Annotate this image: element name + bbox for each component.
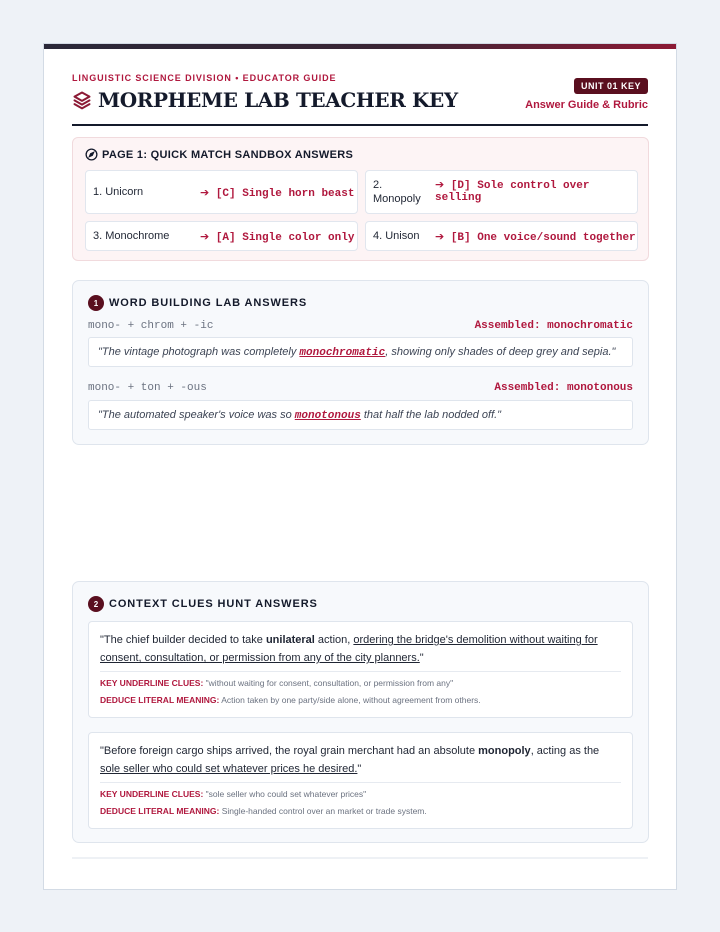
- match-answer-text: [C] Single horn beast: [215, 188, 355, 200]
- quick-match-heading-text: PAGE 1: QUICK MATCH SANDBOX ANSWERS: [102, 148, 354, 161]
- match-card-1: [85, 170, 358, 214]
- underlined-clue: sole seller who could set whatever prices he desired.: [100, 763, 358, 775]
- arrow-icon: ➔: [200, 230, 210, 243]
- match-answer: [200, 186, 354, 200]
- match-answer-text: [B] One voice/sound together: [450, 232, 636, 244]
- layers-icon: [72, 90, 92, 110]
- sentence-after: , showing only shades of deep grey and sepia.": [385, 346, 616, 358]
- assembled-word: Assembled: monotonous: [494, 382, 633, 394]
- quick-match-heading: [85, 148, 353, 161]
- word-building-heading: [88, 295, 307, 311]
- quick-match-section: [72, 137, 649, 261]
- page-title: MORPHEME LAB TEACHER KEY: [98, 88, 458, 112]
- target-word: monopoly: [478, 745, 531, 757]
- context-clues-heading-text: CONTEXT CLUES HUNT ANSWERS: [109, 598, 318, 610]
- key-clues-text: "without waiting for consent, consultation, or permission from any": [205, 678, 454, 688]
- quote-mid: , acting as the: [530, 745, 600, 757]
- example-sentence: [88, 337, 633, 367]
- clue-quote: [100, 631, 621, 667]
- answer-guide-subtitle: Answer Guide & Rubric: [525, 99, 648, 111]
- header-rule: [72, 124, 648, 126]
- example-sentence: [88, 400, 633, 430]
- match-term-line1: 2.: [373, 179, 383, 191]
- key-clues-label: KEY UNDERLINE CLUES:: [100, 789, 204, 799]
- context-clues-heading: [88, 596, 318, 612]
- target-word: unilateral: [265, 634, 315, 646]
- underlined-clue: ordering the bridge's demolition without waiting for: [353, 634, 598, 646]
- morpheme-formula: mono- + ton + -ous: [88, 382, 207, 394]
- teacher-key-page: [43, 43, 677, 890]
- highlighted-word: monotonous: [294, 410, 361, 422]
- meaning-label: DEDUCE LITERAL MEANING:: [100, 806, 220, 816]
- footer-rule: [72, 857, 648, 859]
- division-eyebrow: LINGUISTIC SCIENCE DIVISION • EDUCATOR GUIDE: [72, 73, 337, 83]
- quote-mid: action,: [314, 634, 354, 646]
- match-term-line2: Monopoly: [373, 193, 421, 205]
- meaning-line: [100, 695, 481, 705]
- meaning-text: Single-handed control over an market or trade system.: [221, 806, 427, 816]
- key-clues-text: "sole seller who could set whatever prices": [205, 789, 367, 799]
- highlighted-word: monochromatic: [299, 347, 386, 359]
- match-term: 3. Monochrome: [93, 230, 170, 242]
- sentence-before: "The automated speaker's voice was so: [98, 409, 295, 421]
- match-card-2: [365, 170, 638, 214]
- top-accent-bar: [44, 44, 676, 49]
- meaning-line: [100, 806, 427, 816]
- clue-divider: [100, 671, 621, 672]
- sentence-before: "The vintage photograph was completely: [98, 346, 300, 358]
- word-building-heading-text: WORD BUILDING LAB ANSWERS: [109, 297, 308, 309]
- assembled-word: Assembled: monochromatic: [474, 320, 633, 332]
- match-card-3: [85, 221, 358, 251]
- match-card-4: [365, 221, 638, 251]
- key-clues-line: [100, 678, 453, 688]
- clue-quote: [100, 742, 621, 778]
- word-building-section: [72, 280, 649, 445]
- key-clues-line: [100, 789, 366, 799]
- quote-end: ": [419, 652, 424, 664]
- match-answer-line2: selling: [435, 192, 482, 204]
- clue-card-2: [88, 732, 633, 829]
- underlined-clue: consent, consultation, or permission from any of the city planners.: [100, 652, 420, 664]
- title-row: [72, 88, 458, 112]
- arrow-icon: ➔: [200, 186, 210, 199]
- quote-before: "Before foreign cargo ships arrived, the royal grain merchant had an absolute: [100, 745, 479, 757]
- meaning-text: Action taken by one party/side alone, without agreement from others.: [221, 695, 481, 705]
- context-clues-section: [72, 581, 649, 843]
- compass-icon: [85, 148, 98, 161]
- match-answer-line1: [435, 178, 589, 192]
- match-term: 1. Unicorn: [93, 186, 144, 198]
- key-clues-label: KEY UNDERLINE CLUES:: [100, 678, 204, 688]
- match-answer-text: [D] Sole control over: [450, 180, 590, 192]
- unit-badge: UNIT 01 KEY: [574, 78, 648, 94]
- quote-before: "The chief builder decided to take: [100, 634, 266, 646]
- arrow-icon: ➔: [435, 178, 445, 191]
- section-number-badge: 1: [88, 295, 104, 311]
- match-answer: [200, 230, 354, 244]
- sentence-after: that half the lab nodded off.": [360, 409, 502, 421]
- match-answer-text: [A] Single color only: [215, 232, 355, 244]
- clue-card-1: [88, 621, 633, 718]
- clue-divider: [100, 782, 621, 783]
- quote-end: ": [357, 763, 362, 775]
- meaning-label: DEDUCE LITERAL MEANING:: [100, 695, 220, 705]
- match-answer: [435, 230, 636, 244]
- arrow-icon: ➔: [435, 230, 445, 243]
- section-number-badge: 2: [88, 596, 104, 612]
- morpheme-formula: mono- + chrom + -ic: [88, 320, 214, 332]
- match-term: 4. Unison: [373, 230, 420, 242]
